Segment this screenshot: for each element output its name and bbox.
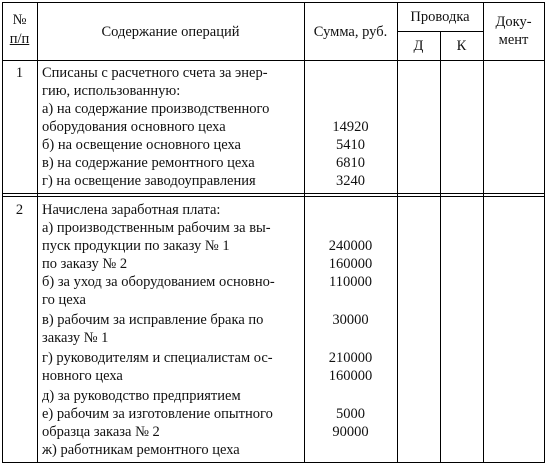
row-2-line-1: Начислена заработная плата: bbox=[42, 202, 221, 218]
row-2-line-4: по заказу № 2 bbox=[42, 256, 128, 272]
header-num-2: п/п bbox=[9, 31, 30, 47]
row-2-line-14: ж) работникам ремонтного цеха bbox=[42, 442, 240, 458]
row-2-line-12: е) рабочим за изготовление опытного bbox=[42, 406, 273, 422]
row-1-sum-7: 3240 bbox=[336, 173, 365, 189]
row-1-line-7: г) на освещение заводоуправления bbox=[42, 173, 256, 189]
rule-after-sum bbox=[397, 2, 398, 463]
row-1-line-4: оборудования основного цеха bbox=[42, 119, 226, 135]
row-2-sum-9: 210000 bbox=[328, 350, 373, 366]
rule-bottom bbox=[2, 462, 544, 463]
header-doc-1: Доку- bbox=[495, 14, 532, 30]
rule-header-bottom bbox=[2, 60, 544, 61]
row-2-num: 2 bbox=[15, 202, 24, 218]
row-2-line-8: заказу № 1 bbox=[42, 330, 109, 346]
row-1-line-6: в) на содержание ремонтного цеха bbox=[42, 155, 255, 171]
row-2-line-2: а) производственным рабочим за вы- bbox=[42, 220, 271, 236]
header-debit: Д bbox=[413, 38, 424, 54]
row-2-sum-12: 5000 bbox=[336, 406, 365, 422]
header-posting: Проводка bbox=[410, 9, 470, 25]
row-2-line-6: го цеха bbox=[42, 292, 86, 308]
row-2-sum-10: 160000 bbox=[328, 368, 373, 384]
row-1-line-2: гию, использованную: bbox=[42, 83, 181, 99]
rule-right bbox=[544, 2, 545, 463]
row-2-sum-7: 30000 bbox=[332, 312, 369, 328]
row-1-sum-5: 5410 bbox=[336, 137, 365, 153]
header-num: № bbox=[12, 12, 27, 28]
row-2-sum-13: 90000 bbox=[332, 424, 369, 440]
header-doc-2: мент bbox=[498, 32, 529, 48]
row-1-sum-4: 14920 bbox=[332, 119, 369, 135]
rule-after-content bbox=[304, 2, 305, 463]
row-2-line-3: пуск продукции по заказу № 1 bbox=[42, 238, 230, 254]
rule-row-divider bbox=[2, 193, 544, 194]
row-2-line-5: б) за уход за оборудованием основно- bbox=[42, 274, 275, 290]
header-content: Содержание операций bbox=[101, 24, 240, 40]
row-2-sum-4: 160000 bbox=[328, 256, 373, 272]
header-credit: К bbox=[456, 38, 467, 54]
rule-after-posting bbox=[483, 2, 484, 463]
row-2-line-7: в) рабочим за исправление брака по bbox=[42, 312, 264, 328]
row-2-line-9: г) руководителям и специалистам ос- bbox=[42, 350, 273, 366]
row-1-line-5: б) на освещение основного цеха bbox=[42, 137, 241, 153]
header-sum: Сумма, руб. bbox=[313, 24, 388, 40]
row-2-line-10: новного цеха bbox=[42, 368, 123, 384]
rule-top bbox=[2, 2, 544, 3]
rule-debit-credit bbox=[440, 31, 441, 463]
rule-row-divider-2 bbox=[2, 196, 544, 197]
row-1-sum-6: 6810 bbox=[336, 155, 365, 171]
rule-after-num bbox=[37, 2, 38, 463]
row-1-num: 1 bbox=[15, 65, 24, 81]
row-2-line-11: д) за руководство предприятием bbox=[42, 388, 241, 404]
row-2-sum-5: 110000 bbox=[329, 274, 372, 290]
row-1-line-3: а) на содержание производственного bbox=[42, 101, 270, 117]
row-1-line-1: Списаны с расчетного счета за энер- bbox=[42, 65, 268, 81]
row-2-sum-3: 240000 bbox=[328, 238, 373, 254]
row-2-line-13: образца заказа № 2 bbox=[42, 424, 160, 440]
